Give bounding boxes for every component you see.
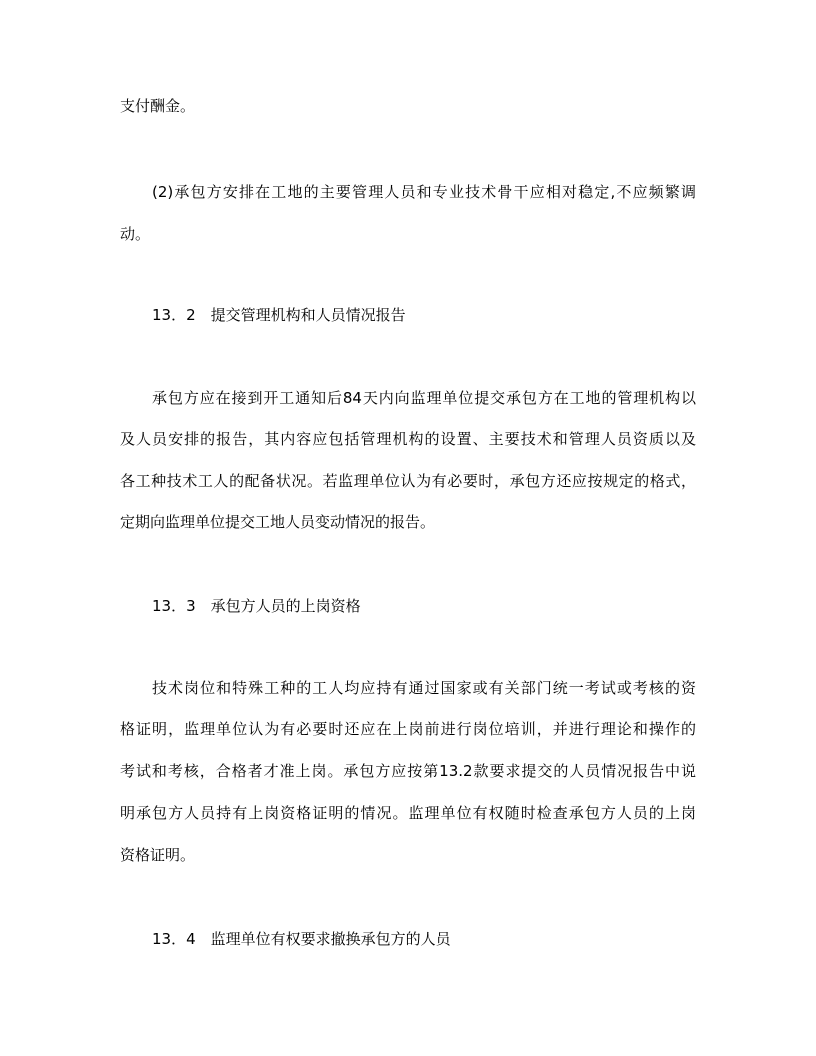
paragraph-line: 格证明，监理单位认为有必要时还应在上岗前进行岗位培训，并进行理论和操作的	[120, 720, 696, 738]
paragraph-line: 定期向监理单位提交工地人员变动情况的报告。	[120, 513, 436, 531]
paragraph-line: 各工种技术工人的配备状况。若监理单位认为有必要时，承包方还应按规定的格式，	[120, 472, 696, 490]
paragraph-line: 及人员安排的报告，其内容应包括管理机构的设置、主要技术和管理人员资质以及	[120, 430, 696, 448]
paragraph-line: (2)承包方安排在工地的主要管理人员和专业技术骨干应相对稳定,不应频繁调	[152, 183, 696, 201]
paragraph-line: 考试和考核，合格者才准上岗。承包方应按第13.2款要求提交的人员情况报告中说	[120, 762, 696, 780]
paragraph-line: 动。	[120, 225, 151, 243]
section-heading: 13．4 监理单位有权要求撤换承包方的人员	[152, 930, 451, 948]
section-heading: 13．2 提交管理机构和人员情况报告	[152, 306, 406, 324]
paragraph-line: 技术岗位和特殊工种的工人均应持有通过国家或有关部门统一考试或考核的资	[152, 679, 696, 697]
paragraph-line: 明承包方人员持有上岗资格证明的情况。监理单位有权随时检查承包方人员的上岗	[120, 804, 696, 822]
paragraph-line: 支付酬金。	[120, 97, 196, 115]
paragraph-line: 资格证明。	[120, 846, 196, 864]
paragraph-line: 承包方应在接到开工通知后84天内向监理单位提交承包方在工地的管理机构以	[152, 389, 696, 407]
section-heading: 13．3 承包方人员的上岗资格	[152, 597, 361, 615]
